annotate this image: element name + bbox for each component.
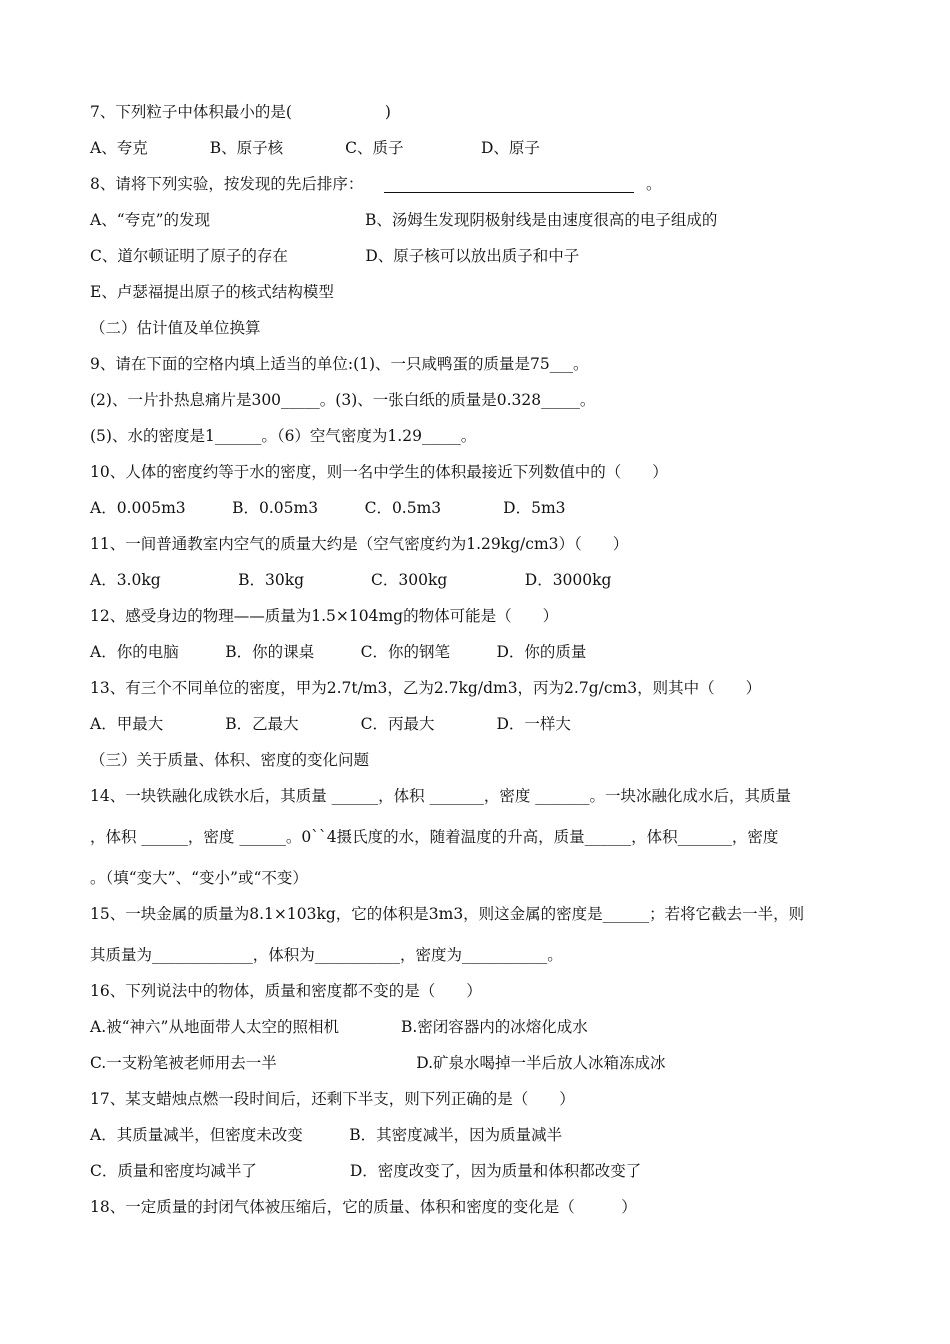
question-8-period: 。 [646, 175, 662, 193]
question-9: 9、请在下面的空格内填上适当的单位:(1)、一只咸鸭蛋的质量是75___。 [90, 355, 589, 373]
question-12-options: A．你的电脑 B．你的课桌 C．你的钢笔 D．你的质量 [90, 643, 587, 661]
question-11-options: A．3.0kg B．30kg C．300kg D．3000kg [90, 571, 612, 589]
question-16: 16、下列说法中的物体，质量和密度都不变的是（ ） [90, 982, 482, 1000]
question-17-options-cd: C．质量和密度均减半了 D．密度改变了，因为质量和体积都改变了 [90, 1162, 642, 1180]
question-17: 17、某支蜡烛点燃一段时间后，还剩下半支，则下列正确的是（ ） [90, 1090, 575, 1108]
question-16-options-ab: A.被“神六”从地面带人太空的照相机 B.密闭容器内的冰熔化成水 [90, 1018, 588, 1036]
question-8: 8、请将下列实验，按发现的先后排序： [90, 175, 364, 193]
question-14-line-3: 。（填“变大”、“变小”或“不变） [90, 869, 308, 887]
question-18: 18、一定质量的封闭气体被压缩后，它的质量、体积和密度的变化是（ ） [90, 1198, 637, 1216]
question-13-options: A．甲最大 B．乙最大 C．丙最大 D．一样大 [90, 715, 571, 733]
question-8-option-e: E、卢瑟福提出原子的核式结构模型 [90, 283, 334, 301]
question-10: 10、人体的密度约等于水的密度，则一名中学生的体积最接近下列数值中的（ ） [90, 463, 668, 481]
question-10-options: A．0.005m3 B．0.05m3 C．0.5m3 D．5m3 [90, 499, 566, 517]
question-12: 12、感受身边的物理——质量为1.5×104mg的物体可能是（ ） [90, 607, 559, 625]
question-15-line-2: 其质量为_____________，体积为___________，密度为___________。 [90, 946, 563, 964]
question-13: 13、有三个不同单位的密度，甲为2.7t/m3，乙为2.7kg/dm3，丙为2.7g/cm3，则其中（ ） [90, 679, 762, 697]
question-9-line-2: (2)、一片扑热息痛片是300_____。(3)、一张白纸的质量是0.328_____。 [90, 391, 596, 409]
question-8-options-ab: A、“夸克”的发现 B、汤姆生发现阴极射线是由速度很高的电子组成的 [90, 211, 718, 229]
question-7-options: A、夸克 B、原子核 C、质子 D、原子 [90, 139, 540, 157]
question-7: 7、下列粒子中体积最小的是( ) [90, 103, 391, 121]
answer-blank-line [384, 192, 634, 193]
question-8-options-cd: C、道尔顿证明了原子的存在 D、原子核可以放出质子和中子 [90, 247, 580, 265]
question-9-line-3: (5)、水的密度是1______。（6）空气密度为1.29_____。 [90, 427, 477, 445]
question-14: 14、一块铁融化成铁水后，其质量 ______，体积 _______，密度 _______。一块冰融化成水后，其质量 [90, 787, 792, 805]
question-17-options-ab: A．其质量减半，但密度未改变 B．其密度减半，因为质量减半 [90, 1126, 563, 1144]
question-16-options-cd: C.一支粉笔被老师用去一半 D.矿泉水喝掉一半后放人冰箱冻成冰 [90, 1054, 666, 1072]
section-heading-3: （三）关于质量、体积、密度的变化问题 [90, 751, 370, 769]
question-14-line-2: ，体积 ______，密度 ______。0``4摄氏度的水，随着温度的升高，质量______，体积_______，密度 [90, 828, 779, 846]
question-15: 15、一块金属的质量为8.1×103kg，它的体积是3m3，则这金属的密度是______；若将它截去一半，则 [90, 905, 805, 923]
question-11: 11、一间普通教室内空气的质量大约是（空气密度约为1.29kg/cm3）（ ） [90, 535, 629, 553]
section-heading-2: （二）估计值及单位换算 [90, 319, 261, 337]
